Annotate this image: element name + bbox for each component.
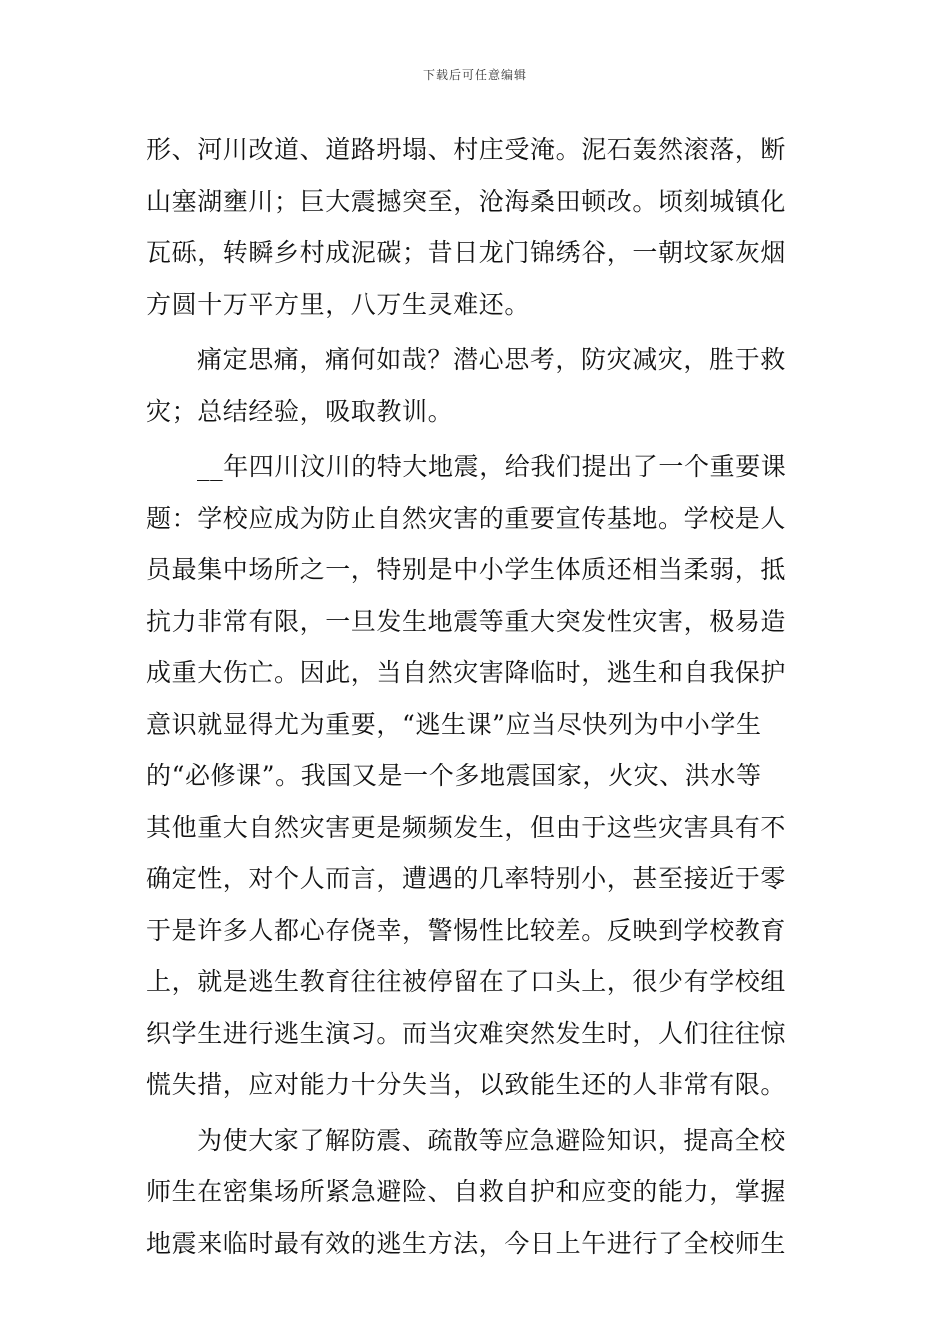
text-line: 痛定思痛，痛何如哉？潜心思考，防灾减灾，胜于救 — [197, 345, 786, 374]
text-line: 其他重大自然灾害更是频频发生，但由于这些灾害具有不 — [146, 812, 787, 842]
text-line: 成重大伤亡。因此，当自然灾害降临时，逃生和自我保护 — [146, 658, 787, 687]
text-line: 形、河川改道、道路坍塌、村庄受淹。泥石轰然滚落，断 — [146, 135, 787, 164]
text-line: 为使大家了解防震、疏散等应急避险知识，提高全校 — [197, 1125, 786, 1155]
paragraph — [146, 441, 806, 1111]
paragraph — [146, 334, 806, 437]
text-line: 慌失措，应对能力十分失当，以致能生还的人非常有限。 — [146, 1070, 787, 1099]
text-line: 方圆十万平方里，八万生灵难还。 — [146, 289, 531, 319]
text-line: 的“必修课”。我国又是一个多地震国家，火灾、洪水等 — [146, 761, 762, 790]
text-line: 山塞湖壅川；巨大震撼突至，沧海桑田顿改。顷刻城镇化 — [146, 186, 787, 216]
text-line: 地震来临时最有效的逃生方法，今日上午进行了全校师生 — [146, 1228, 787, 1258]
text-line: 题：学校应成为防止自然灾害的重要宣传基地。学校是人 — [146, 503, 787, 533]
text-line: 确定性，对个人而言，遭遇的几率特别小，甚至接近于零 — [146, 864, 787, 893]
text-line: __年四川汶川的特大地震，给我们提出了一个重要课 — [197, 452, 787, 481]
page-header: 下载后可任意编辑 — [422, 68, 527, 82]
text-line: 于是许多人都心存侥幸，警惕性比较差。反映到学校教育 — [146, 915, 787, 945]
text-line: 上，就是逃生教育往往被停留在了口头上，很少有学校组 — [146, 967, 787, 996]
text-line: 意识就显得尤为重要，“逃生课”应当尽快列为中小学生 — [146, 709, 762, 739]
text-line: 织学生进行逃生演习。而当灾难突然发生时，人们往往惊 — [146, 1018, 787, 1048]
paragraph — [146, 1115, 806, 1270]
text-line: 瓦砾，转瞬乡村成泥碳；昔日龙门锦绣谷，一朝坟冢灰烟 — [146, 238, 787, 267]
text-line: 抗力非常有限，一旦发生地震等重大突发性灾害，极易造 — [146, 606, 787, 636]
text-line: 灾；总结经验，吸取教训。 — [146, 396, 454, 426]
text-line: 师生在密集场所紧急避险、自救自护和应变的能力，掌握 — [146, 1177, 787, 1206]
text-line: 员最集中场所之一，特别是中小学生体质还相当柔弱，抵 — [146, 555, 787, 584]
document-body — [146, 124, 806, 1269]
paragraph — [146, 124, 806, 330]
